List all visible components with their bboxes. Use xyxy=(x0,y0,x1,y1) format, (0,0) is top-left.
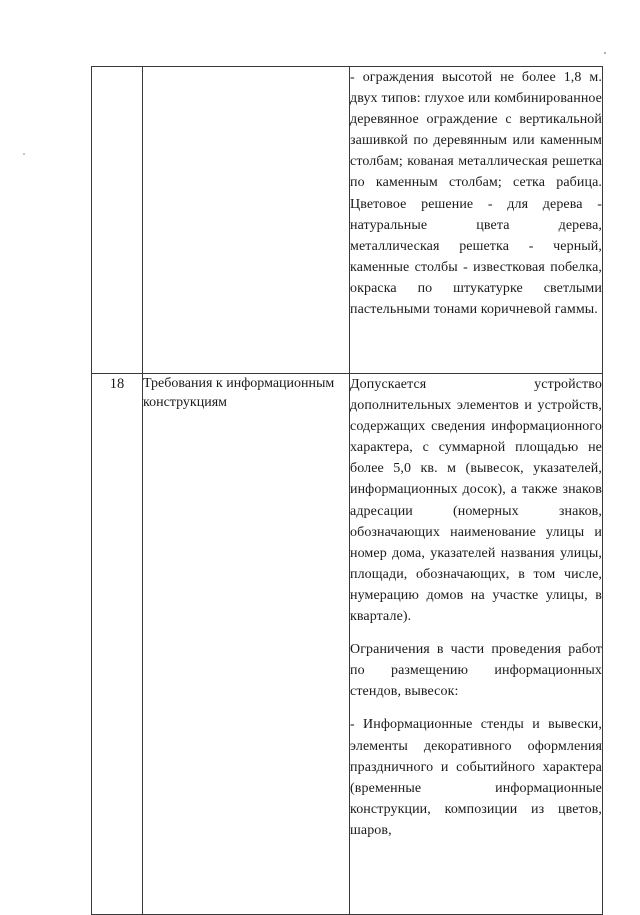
description-paragraph: - Информационные стенды и вывески, элементы декоративного оформления праздничного и событийного характера (временные информационные конструкции, композиции из цветов, шаров, xyxy=(350,717,602,838)
row-description-cell xyxy=(350,374,603,915)
row-name-cell xyxy=(143,67,350,374)
row-number-cell: 18 xyxy=(92,374,143,915)
requirements-table xyxy=(91,66,603,915)
description-paragraph: Допускается устройство дополнительных элементов и устройств, содержащих сведения информационного характера, с суммарной площадью не более 5,0 кв. м (вывесок, указателей, информационных досок), а также знаков адресации (номерных знаков, обозначающих наименование улицы и номер дома, указателей названия улицы, площади, обозначающих, в том числе, нумерацию домов на участке улицы, в квартале). xyxy=(350,377,602,625)
row-name-cell: Требования к информационным конструкциям xyxy=(143,374,350,915)
scan-speck xyxy=(23,153,25,155)
description-paragraph: - ограждения высотой не более 1,8 м. двух типов: глухое или комбинированное деревянное ограждение с вертикальной зашивкой по деревянным или каменным столбам; кованая металлическая решетка по каменным столбам; сетка рабица. Цветовое решение - для дерева - натуральные цвета дерева, металлическая решетка - черный, каменные столбы - известковая побелка, окраска по штукатурке светлыми пастельными тонами коричневой гаммы. xyxy=(350,70,602,318)
table-row xyxy=(92,67,603,374)
row-description-cell xyxy=(350,67,603,374)
scan-speck xyxy=(604,52,606,54)
row-number-cell xyxy=(92,67,143,374)
description-paragraph: Ограничения в части проведения работ по размещению информационных стендов, вывесок: xyxy=(350,642,602,700)
table-row xyxy=(92,374,603,915)
